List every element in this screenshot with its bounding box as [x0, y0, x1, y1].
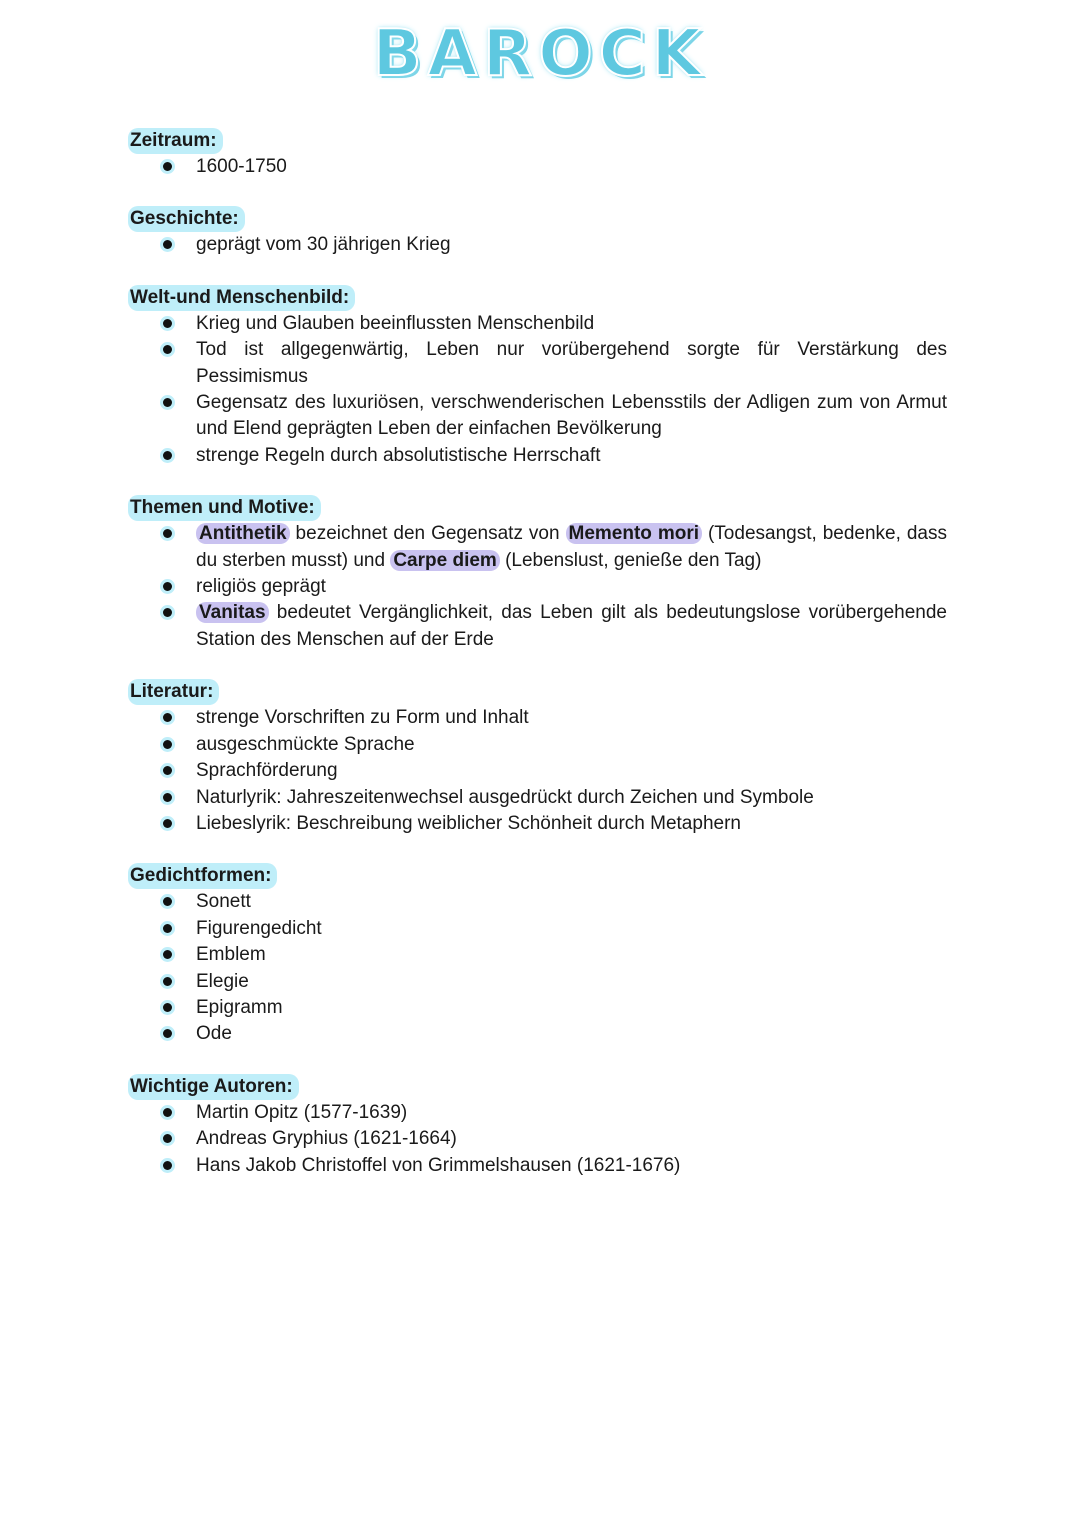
bullet-icon: [163, 319, 172, 328]
list-item-text: (Todesangst, bedenke, dass du sterben musst) und: [196, 523, 947, 571]
list-item: [130, 732, 947, 758]
list-item-text: Ode: [196, 1023, 232, 1045]
bullet-list: [130, 232, 947, 258]
list-item-text: Elegie: [196, 970, 249, 992]
bullet-icon: [163, 950, 172, 959]
bullet-list: [130, 521, 947, 653]
term-memento-mori: Memento mori: [566, 523, 703, 544]
list-item: [130, 390, 947, 443]
bullet-icon: [163, 1161, 172, 1170]
list-item: [130, 574, 947, 600]
list-item-text: Sprachförderung: [196, 760, 338, 782]
section-gedichtformen: [130, 863, 947, 1047]
list-item: [130, 889, 947, 915]
list-item-text: bedeutet Vergänglichkeit, das Leben gilt als bedeutungslose vorübergehende Station des Menschen auf der Erde: [196, 602, 947, 650]
list-item: [130, 785, 947, 811]
list-item-text: Sonett: [196, 891, 251, 913]
section-heading: Zeitraum:: [128, 128, 223, 154]
list-item: [130, 942, 947, 968]
list-item-text: Krieg und Glauben beeinflussten Menschenbild: [196, 312, 595, 334]
list-item: [130, 1021, 947, 1047]
bullet-icon: [163, 1029, 172, 1038]
bullet-icon: [163, 819, 172, 828]
list-item-text: ausgeschmückte Sprache: [196, 733, 415, 755]
section-heading: Welt-und Menschenbild:: [128, 285, 355, 311]
list-item: [130, 521, 947, 574]
section-wichtige-autoren: [130, 1074, 947, 1179]
section-heading: Gedichtformen:: [128, 863, 277, 889]
page-title: BAROCK: [372, 17, 708, 91]
list-item: [130, 758, 947, 784]
bullet-icon: [163, 582, 172, 591]
bullet-list: [130, 889, 947, 1047]
bullet-icon: [163, 793, 172, 802]
list-item: [130, 600, 947, 653]
section-literatur: [130, 679, 947, 837]
list-item: [130, 811, 947, 837]
section-zeitraum: [130, 128, 947, 180]
list-item-text: Hans Jakob Christoffel von Grimmelshausen (1621-1676): [196, 1154, 681, 1176]
list-item: [130, 1100, 947, 1126]
bullet-icon: [163, 1108, 172, 1117]
bullet-icon: [163, 897, 172, 906]
list-item-text: Liebeslyrik: Beschreibung weiblicher Schönheit durch Metaphern: [196, 812, 741, 834]
bullet-icon: [163, 740, 172, 749]
list-item-text: (Lebenslust, genieße den Tag): [499, 549, 762, 571]
list-item-text: religiös geprägt: [196, 576, 326, 598]
list-item-text: strenge Vorschriften zu Form und Inhalt: [196, 707, 529, 729]
list-item-text: Naturlyrik: Jahreszeitenwechsel ausgedrückt durch Zeichen und Symbole: [196, 786, 814, 808]
list-item-text: 1600-1750: [196, 156, 287, 177]
list-item: [130, 1126, 947, 1152]
term-antithetik: Antithetik: [196, 523, 290, 544]
list-item: [130, 916, 947, 942]
notes-body: [130, 128, 947, 1205]
list-item-text: Emblem: [196, 944, 266, 966]
bullet-icon: [163, 1003, 172, 1012]
section-heading: Wichtige Autoren:: [128, 1074, 299, 1100]
bullet-icon: [163, 1134, 172, 1143]
bullet-list: [130, 705, 947, 837]
list-item-text: strenge Regeln durch absolutistische Herrschaft: [196, 444, 601, 466]
bullet-icon: [163, 977, 172, 986]
list-item: [130, 232, 947, 258]
bullet-list: [130, 311, 947, 469]
bullet-icon: [163, 162, 172, 171]
list-item: [130, 1153, 947, 1179]
bullet-icon: [163, 345, 172, 354]
bullet-list: [130, 1100, 947, 1179]
term-carpe-diem: Carpe diem: [390, 550, 499, 571]
bullet-list: [130, 154, 947, 180]
list-item-text: Figurengedicht: [196, 917, 322, 939]
list-item: [130, 337, 947, 390]
term-vanitas: Vanitas: [196, 602, 269, 623]
bullet-icon: [163, 608, 172, 617]
list-item-text: Andreas Gryphius (1621-1664): [196, 1128, 457, 1150]
bullet-icon: [163, 529, 172, 538]
section-themen-und-motive: [130, 495, 947, 653]
list-item-text: bezeichnet den Gegensatz von: [289, 523, 566, 545]
list-item-text: Martin Opitz (1577-1639): [196, 1101, 408, 1123]
bullet-icon: [163, 240, 172, 249]
bullet-icon: [163, 924, 172, 933]
list-item-text: geprägt vom 30 jährigen Krieg: [196, 234, 451, 256]
list-item: [130, 154, 947, 180]
section-heading: Geschichte:: [128, 206, 245, 232]
section-welt-und-menschenbild: [130, 285, 947, 469]
list-item-text: Epigramm: [196, 996, 283, 1018]
list-item-text: Gegensatz des luxuriösen, verschwenderischen Lebensstils der Adligen zum von Armut und Elend geprägten Leben der einfachen Bevölkerung: [196, 392, 947, 440]
list-item: [130, 969, 947, 995]
list-item: [130, 311, 947, 337]
list-item: [130, 995, 947, 1021]
bullet-icon: [163, 766, 172, 775]
list-item-text: Tod ist allgegenwärtig, Leben nur vorübergehend sorgte für Verstärkung des Pessimismus: [196, 339, 947, 387]
list-item: [130, 705, 947, 731]
bullet-icon: [163, 451, 172, 460]
bullet-icon: [163, 398, 172, 407]
section-heading: Literatur:: [128, 679, 219, 705]
list-item: [130, 443, 947, 469]
bullet-icon: [163, 713, 172, 722]
section-geschichte: [130, 206, 947, 258]
section-heading: Themen und Motive:: [128, 495, 321, 521]
